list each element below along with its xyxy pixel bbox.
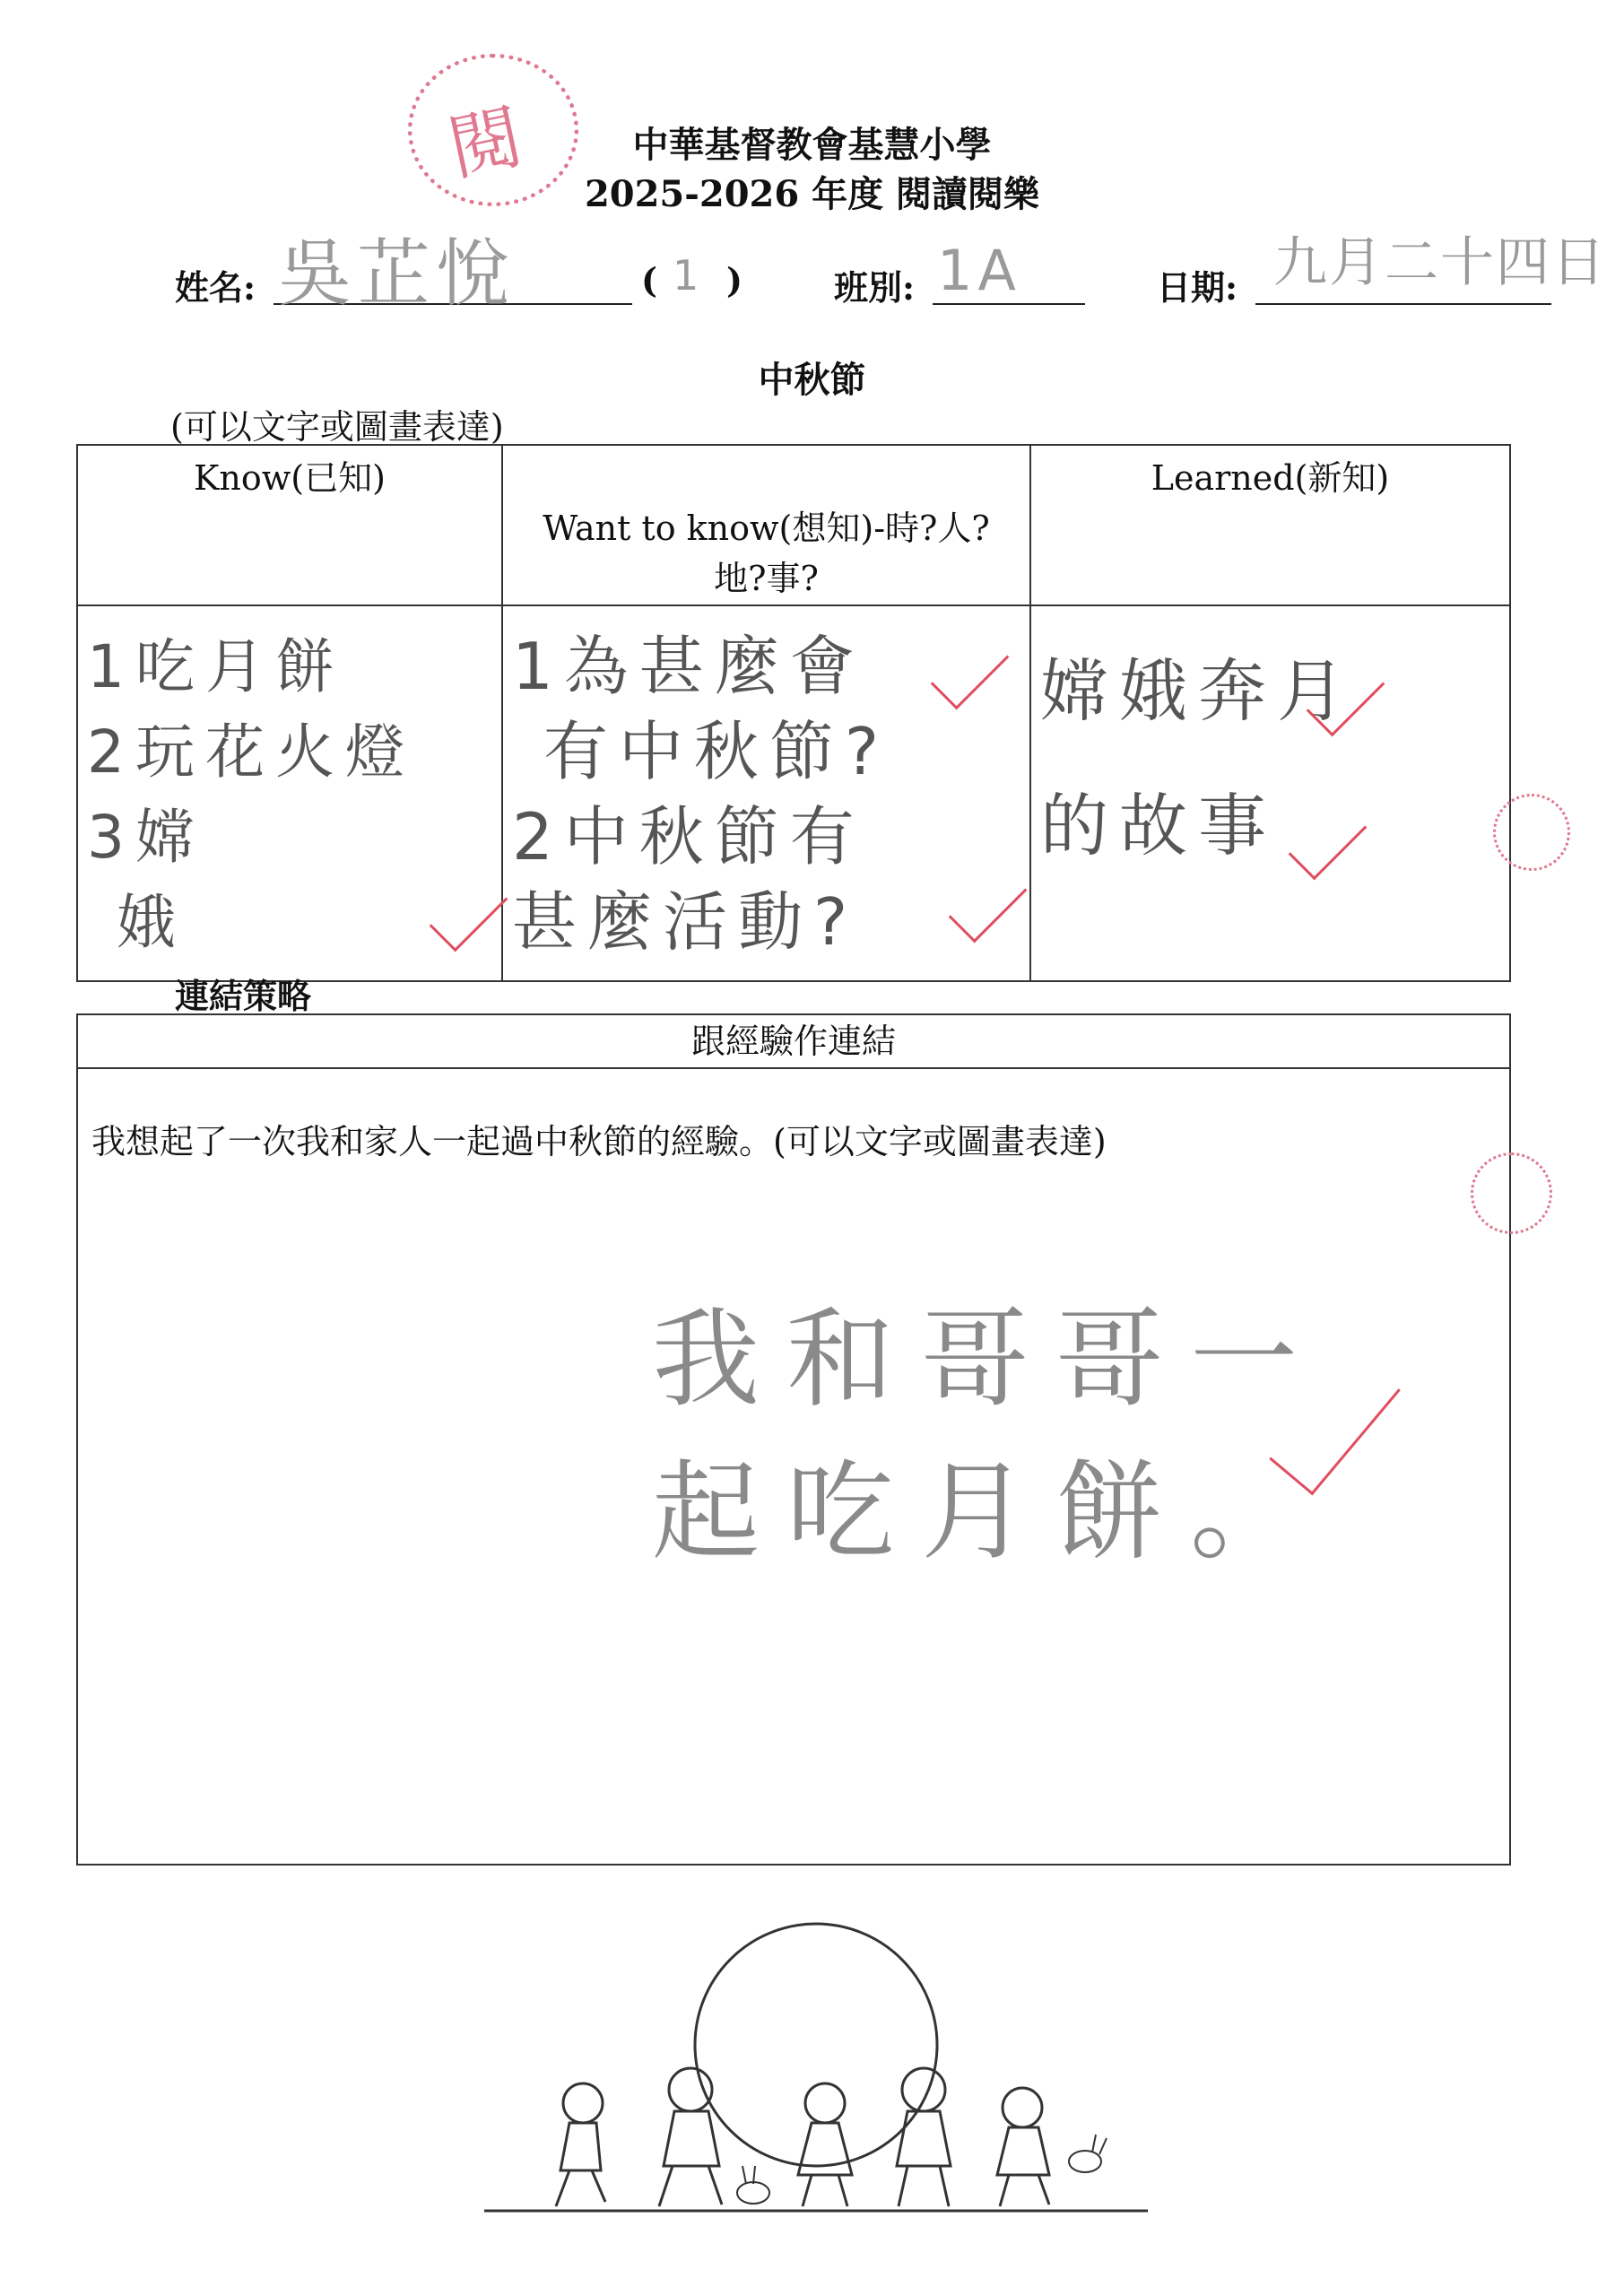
connection-answer[interactable]: 我和哥哥一 起吃月餅。 [652,1298,1324,1575]
star-stamp-2 [1471,1152,1552,1234]
page-subtitle: 2025-2026 年度 閱讀閱樂 [584,173,1040,215]
date-label: 日期: [1157,267,1238,308]
rabbit-figure [737,2135,1107,2204]
date-field[interactable] [1255,303,1551,305]
learned-answer: 嫦娥奔月 的故事 [1040,651,1356,865]
connection-section-label: 連結策略 [175,976,312,1016]
connection-box [76,1013,1511,1866]
class-value: 1A [937,238,1021,303]
connection-prompt: 我想起了一次我和家人一起過中秋節的經驗。(可以文字或圖畫表達) [91,1122,1107,1161]
topic-title: 中秋節 [758,359,866,401]
connection-box-header: 跟經驗作連結 [78,1015,1509,1069]
child-figure-5 [997,2088,1049,2206]
child-figure-3 [798,2083,852,2206]
moon-outline [695,1924,937,2166]
check-mark-know [430,874,508,952]
number-open-paren: ( [641,260,657,300]
class-field[interactable] [933,303,1085,305]
want-answer: 1為甚麼會 有中秋節? 2中秋節有 甚麼活動? [512,629,890,960]
kwl-table [76,444,1511,982]
class-label: 班別: [834,267,916,308]
kwl-header-want-text: Want to know(想知)-時?人? 地?事? [543,509,990,598]
check-mark-want-1 [931,631,1010,710]
kwl-header-know: Know(已知) [77,445,502,605]
child-figure-2 [659,2068,722,2206]
moon-festival-illustration [484,1919,1148,2224]
star-stamp-1 [1493,794,1570,871]
school-name: 中華基督教會基慧小學 [632,124,992,166]
kwl-header-want [502,445,1030,605]
check-mark-want-2 [949,865,1028,944]
child-figure-4 [897,2068,951,2206]
know-answer: 1吃月餅 2玩花火燈 3嫦 娥 [87,632,415,957]
number-close-paren: ) [726,260,743,300]
date-value: 九月二十四日 [1273,231,1607,294]
kwl-cell-want[interactable] [502,605,1030,981]
stamp-text: 閱 [441,94,530,192]
kwl-cell-learned[interactable] [1030,605,1510,981]
kwl-header-learned: Learned(新知) [1030,445,1510,605]
kwl-cell-know[interactable] [77,605,502,981]
number-value: 1 [673,251,705,300]
name-label: 姓名: [175,267,256,308]
child-figure-1 [556,2083,605,2206]
kwl-note: (可以文字或圖畫表達) [170,407,504,447]
name-value: 吳芷悅 [278,231,516,317]
